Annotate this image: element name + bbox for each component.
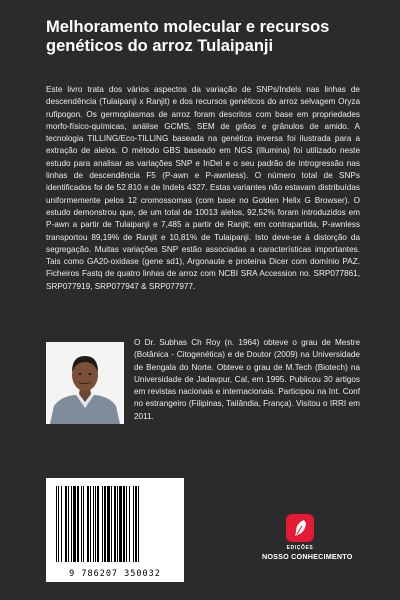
- publisher-name: NOSSO CONHECIMENTO: [262, 552, 353, 561]
- author-biography: O Dr. Subhas Ch Roy (n. 1964) obteve o grau de Mestre (Botânica - Citogenética) e de Doutor (2009) na Universidade de Bengala do Norte. Obteve o grau de M.Tech (Biotech) na Universidade de Jadavpur, Cal, em 1995. Publicou 30 artigos em revistas nacionais e internacionais. Participou na Int. Conf no estrangeiro (Filipinas, Tailândia, França). Visitou o IRRI em 2011.: [134, 338, 360, 421]
- publisher-block: [262, 514, 353, 561]
- book-title: Melhoramento molecular e recursos genéticos do arroz Tulaipanji: [46, 18, 330, 55]
- book-summary: Este livro trata dos vários aspectos da variação de SNPs/Indels nas linhas de descendência (Tulaipanji x Ranjit) e dos recursos genéticos do arroz selvagem Oryza rufipogon. Os germoplasmas de arroz foram descritos com base em propriedades morfo-físico-químicas, análise GCMS, SEM de grãos e grânulos de amido. A tecnologia TILLING/Eco-TILLING baseada na genética inversa foi ilustrada para a extração de alelos. O método GBS baseado em NGS (Illumina) foi utilizado neste estudo para analisar as variações SNP e InDel e o seu padrão de introgressão nas linhas de descendência F5 (P-awn e P-awnless). O número total de SNPs identificados foi de 52.810 e de Indels 4327. Estas variantes não estavam distribuídas uniformemente pelos 12 cromossomas (com base no Golden Helix G Browser). O estudo demonstrou que, de um total de 10013 alelos, 92,52% foram introduzidos em P-awn a partir de Tulaipanji e 7,485 a partir de Ranjit; em contrapartida, P-awnless transportou 89,19% de Ranjit e 10,81% de Tulaipanji. Isto deve-se à distorção da segregação. Muitas variações SNP estão associadas a características importantes. Tais como GA20-oxidase (gene sd1), Argonaute e proteína Dicer com domínio PAZ. Ficheiros Fastq de quatro linhas de arroz com NCBI SRA Accession no. SRP077861, SRP077919, SRP077947 & SRP077977.: [46, 85, 360, 291]
- barcode-bars: [46, 478, 184, 570]
- isbn-barcode: [46, 478, 184, 582]
- author-photo: [46, 342, 124, 424]
- quill-icon: [286, 514, 314, 542]
- publisher-prefix: EDIÇÕES: [286, 545, 314, 551]
- isbn-number: 9 786207 350032: [69, 569, 161, 579]
- publisher-logo-icon: [286, 514, 314, 542]
- author-portrait-image: [46, 342, 124, 424]
